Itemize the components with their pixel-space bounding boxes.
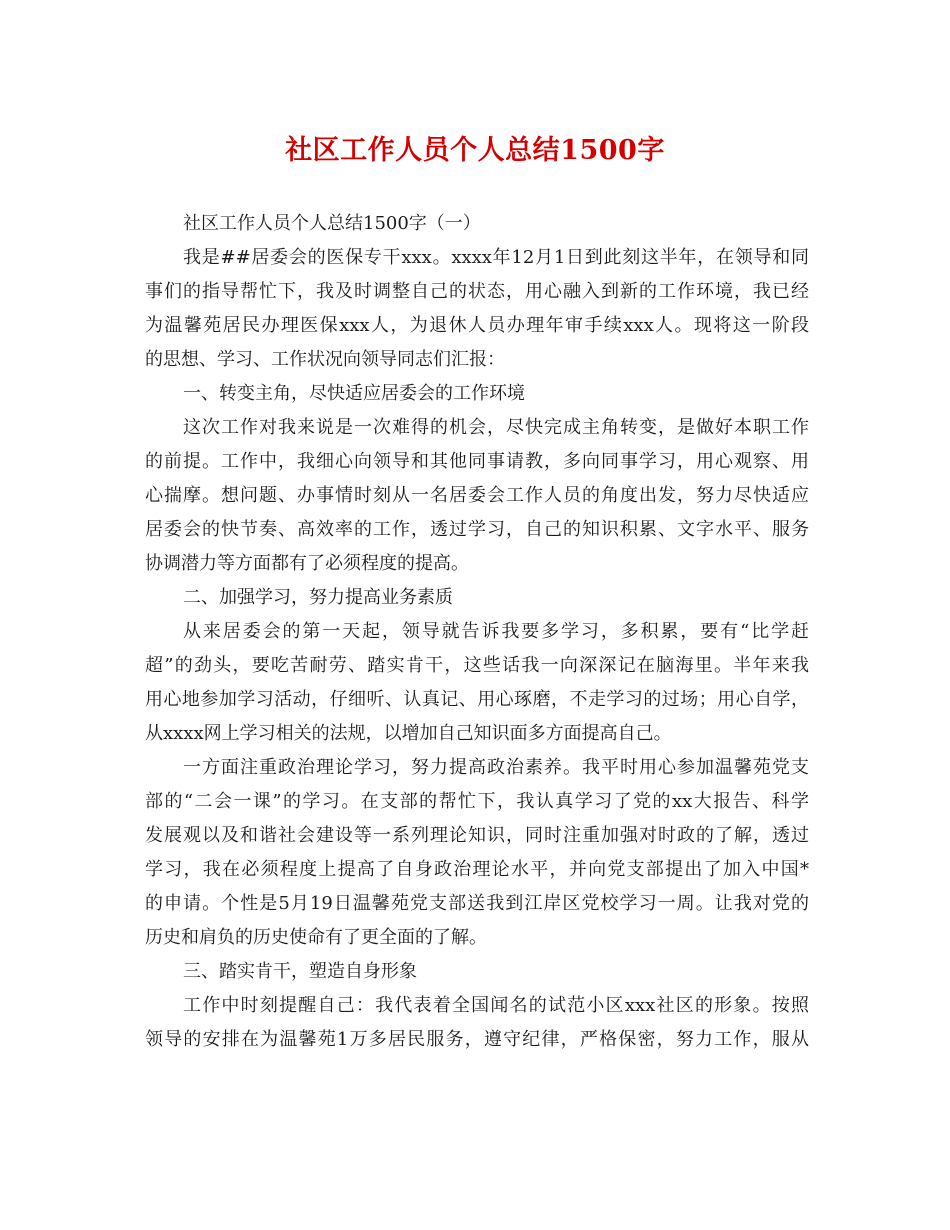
paragraph-line: 心揣摩。想问题、办事情时刻从一名居委会工作人员的角度出发，努力尽快适应: [145, 485, 809, 506]
paragraph-line: 历史和肩负的历史使命有了更全面的了解。: [145, 927, 487, 948]
paragraph-line: 发展观以及和谐社会建设等一系列理论知识，同时注重加强对时政的了解，透过: [145, 825, 809, 846]
paragraph-line: 居委会的快节奏、高效率的工作，透过学习，自己的知识积累、文字水平、服务: [145, 519, 809, 540]
section-heading: 三、踏实肯干，塑造自身形象: [183, 961, 417, 982]
document-body: [145, 207, 809, 1057]
paragraph-line: 的申请。个性是5月19日温馨苑党支部送我到江岸区党校学习一周。让我对党的: [145, 893, 809, 914]
paragraph-line: 一方面注重政治理论学习，努力提高政治素养。我平时用心参加温馨苑党支: [183, 757, 809, 778]
paragraph-line: 从xxxx网上学习相关的法规，以增加自己知识面多方面提高自己。: [145, 723, 672, 744]
paragraph-line: 学习，我在必须程度上提高了自身政治理论水平，并向党支部提出了加入中国*: [145, 859, 809, 880]
document-title: 社区工作人员个人总结1500字: [285, 135, 665, 166]
paragraph-line: 协调潜力等方面都有了必须程度的提高。: [145, 553, 469, 574]
paragraph-line: 事们的指导帮忙下，我及时调整自己的状态，用心融入到新的工作环境，我已经: [145, 281, 809, 302]
paragraph-line: 的前提。工作中，我细心向领导和其他同事请教，多向同事学习，用心观察、用: [145, 451, 809, 472]
paragraph-line: 工作中时刻提醒自己：我代表着全国闻名的试范小区xxx社区的形象。按照: [183, 995, 809, 1016]
paragraph-line: 领导的安排在为温馨苑1万多居民服务，遵守纪律，严格保密，努力工作，服从: [145, 1029, 809, 1050]
paragraph-line: 超”的劲头，要吃苦耐劳、踏实肯干，这些话我一向深深记在脑海里。半年来我: [145, 655, 809, 676]
paragraph-line: 我是##居委会的医保专干xxx。xxxx年12月1日到此刻这半年，在领导和同: [183, 247, 809, 268]
paragraph-line: 部的“二会一课”的学习。在支部的帮忙下，我认真学习了党的xx大报告、科学: [145, 791, 809, 812]
paragraph-line: 从来居委会的第一天起，领导就告诉我要多学习，多积累，要有“比学赶: [183, 621, 809, 642]
paragraph-line: 为温馨苑居民办理医保xxx人，为退休人员办理年审手续xxx人。现将这一阶段: [145, 315, 809, 336]
section-heading: 一、转变主角，尽快适应居委会的工作环境: [183, 383, 525, 404]
section-heading: 社区工作人员个人总结1500字（一）: [183, 213, 481, 234]
section-heading: 二、加强学习，努力提高业务素质: [183, 587, 453, 608]
paragraph-line: 这次工作对我来说是一次难得的机会，尽快完成主角转变，是做好本职工作: [183, 417, 809, 438]
paragraph-line: 用心地参加学习活动，仔细听、认真记、用心琢磨，不走学习的过场；用心自学，: [145, 689, 809, 710]
paragraph-line: 的思想、学习、工作状况向领导同志们汇报：: [145, 349, 505, 370]
